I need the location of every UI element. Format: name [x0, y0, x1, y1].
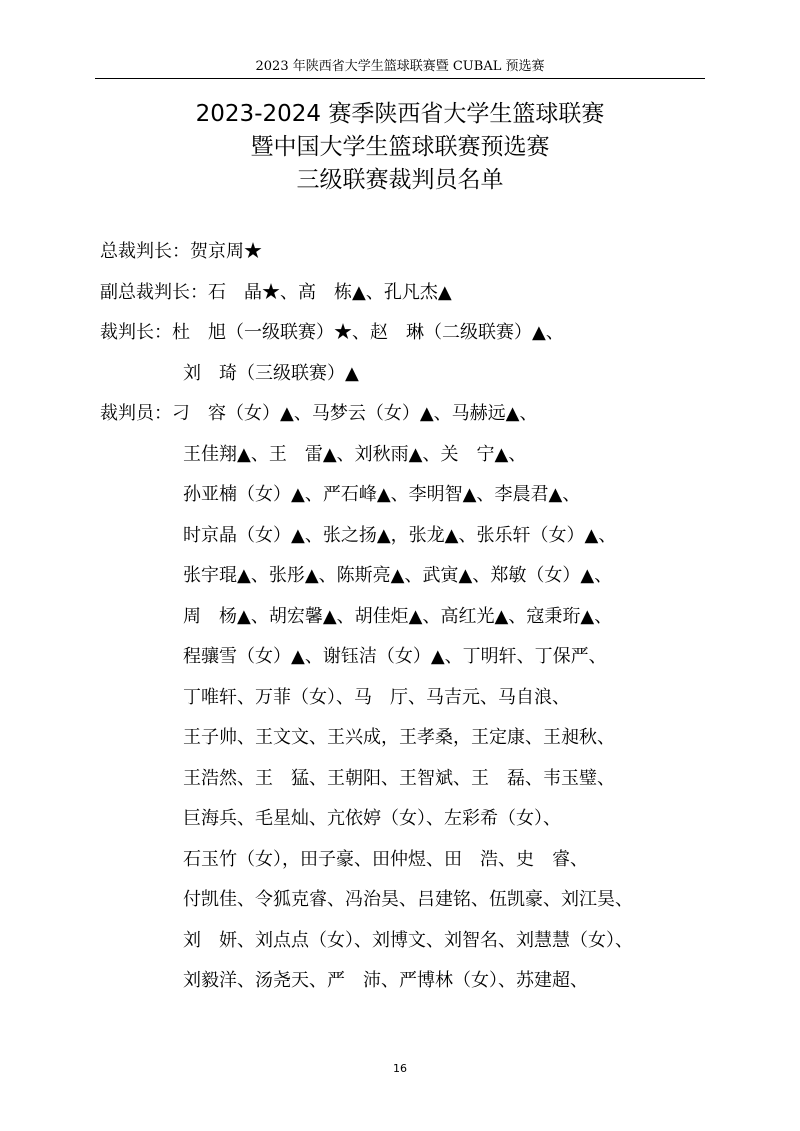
deputy-chief-label: 副总裁判长：	[100, 281, 208, 303]
title-line-1: 2023-2024 赛季陕西省大学生篮球联赛	[195, 101, 605, 127]
referees-row	[100, 759, 720, 800]
referee-chief-names-2: 刘 琦（三级联赛）▲	[183, 362, 359, 384]
referees-line: 周 杨▲、胡宏馨▲、胡佳炬▲、高红光▲、寇秉珩▲、	[183, 605, 613, 627]
referees-row	[100, 637, 720, 678]
referee-chief-label: 裁判长：	[100, 322, 172, 343]
referees-row	[100, 678, 720, 719]
chief-referee-names: 贺京周★	[190, 241, 262, 262]
referee-chief-names-1: 杜 旭（一级联赛）★、赵 琳（二级联赛）▲、	[172, 322, 564, 343]
referees-line: 王子帅、王文文、王兴成，王孝桑，王定康、王昶秋、	[183, 727, 615, 748]
referees-row	[100, 556, 720, 597]
referees-line: 时京晶（女）▲、张之扬▲，张龙▲、张乐轩（女）▲、	[183, 524, 617, 546]
referee-chief-row	[100, 313, 720, 354]
deputy-chief-names: 石 晶★、高 栋▲、孔凡杰▲	[208, 281, 452, 303]
running-header: 2023 年陕西省大学生篮球联赛暨 CUBAL 预选赛	[255, 59, 545, 74]
referees-line: 石玉竹（女），田子豪、田仲煜、田 浩、史 睿、	[183, 848, 588, 870]
chief-referee-row	[100, 232, 720, 273]
referees-row	[100, 718, 720, 759]
referees-row	[100, 840, 720, 881]
referees-row	[100, 961, 720, 1002]
referee-chief-row-continued	[100, 354, 720, 395]
referees-row	[100, 435, 720, 476]
header-divider	[95, 78, 705, 79]
referees-row	[100, 799, 720, 840]
referees-row	[100, 475, 720, 516]
referees-line: 孙亚楠（女）▲、严石峰▲、李明智▲、李晨君▲、	[183, 484, 581, 505]
title-line-2: 暨中国大学生篮球联赛预选赛	[250, 134, 550, 160]
referees-line: 丁唯轩、万菲（女）、马 厅、马吉元、马自浪、	[183, 686, 570, 708]
chief-referee-label: 总裁判长：	[100, 241, 190, 262]
referees-line: 刘 妍、刘点点（女）、刘博文、刘智名、刘慧慧（女）、	[183, 929, 633, 951]
page-number: 16	[393, 1062, 407, 1075]
deputy-chief-row	[100, 273, 720, 314]
referees-line: 王浩然、王 猛、王朝阳、王智斌、王 磊、韦玉璧、	[183, 767, 615, 789]
referees-line: 巨海兵、毛星灿、亢依婷（女）、左彩希（女）、	[183, 808, 561, 829]
referees-row	[100, 394, 720, 435]
referees-line: 刁 容（女）▲、马梦云（女）▲、马赫远▲、	[172, 403, 538, 424]
referees-line: 程骧雪（女）▲、谢钰洁（女）▲、丁明轩、丁保严、	[183, 646, 607, 667]
document-title	[100, 98, 700, 197]
referees-label: 裁判员：	[100, 403, 172, 424]
referees-row	[100, 597, 720, 638]
referees-line: 王佳翔▲、王 雷▲、刘秋雨▲、关 宁▲、	[183, 443, 527, 465]
referees-row	[100, 880, 720, 921]
referees-row	[100, 516, 720, 557]
referees-line: 付凯佳、令狐克睿、冯治昊、吕建铭、伍凯豪、刘江昊、	[183, 889, 633, 910]
referees-line: 刘毅洋、汤尧天、严 沛、严博林（女）、苏建超、	[183, 970, 588, 991]
referees-row	[100, 921, 720, 962]
title-line-3: 三级联赛裁判员名单	[296, 167, 504, 193]
referees-line: 张宇琨▲、张彤▲、陈斯亮▲、武寅▲、郑敏（女）▲、	[183, 565, 613, 586]
roster-body	[100, 232, 720, 1002]
